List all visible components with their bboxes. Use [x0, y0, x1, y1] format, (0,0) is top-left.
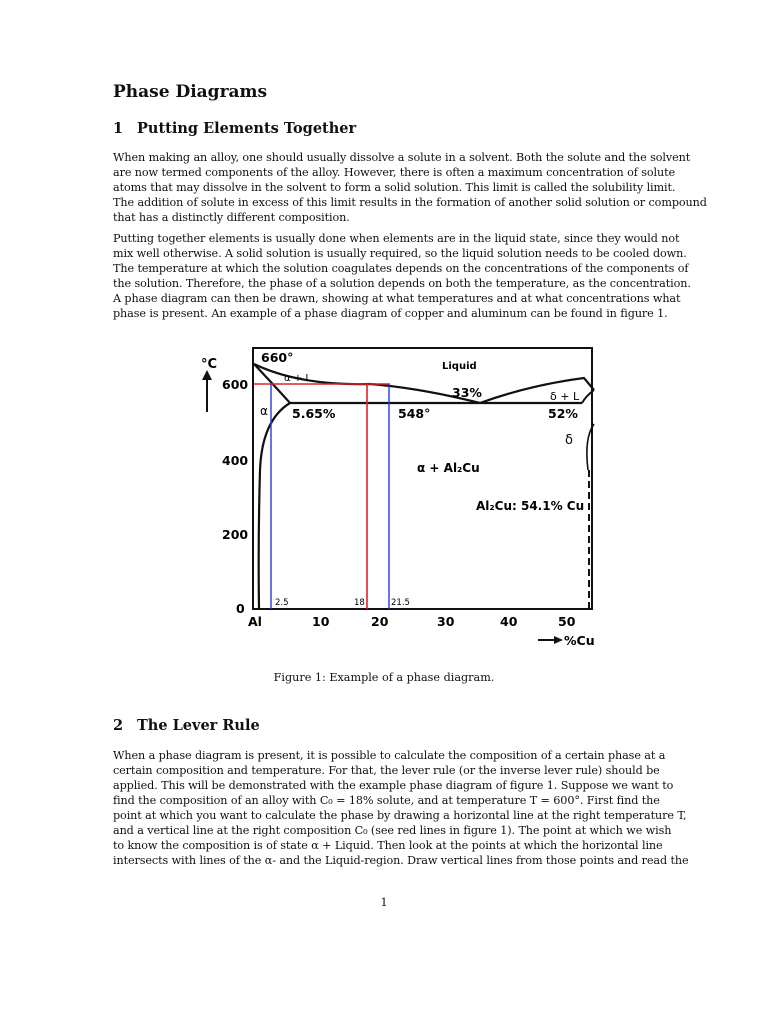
text-line: and a vertical line at the right composition C₀ (see red lines in figure 1). The point at which we wish	[113, 824, 672, 837]
label-21-5: 21.5	[391, 598, 410, 608]
figure-caption: Figure 1: Example of a phase diagram.	[273, 671, 495, 684]
y-tick-label: 200	[222, 527, 249, 542]
x-axis-unit: %Cu	[564, 633, 595, 648]
y-tick-label: 400	[222, 453, 249, 468]
y-tick-label: 600	[222, 377, 249, 392]
section-2-title: The Lever Rule	[137, 717, 260, 734]
x-tick-label: 20	[371, 614, 389, 629]
section-2-paragraph-1	[113, 748, 689, 868]
text-line: applied. This will be demonstrated with the example phase diagram of figure 1. Suppose we want to	[113, 779, 674, 792]
x-tick-label: 30	[437, 614, 455, 629]
text-line: find the composition of an alloy with C₀ = 18% solute, and at temperature T = 600°. First find the	[113, 794, 660, 807]
x-tick-label: 40	[500, 614, 518, 629]
label-2-5: 2.5	[275, 598, 289, 608]
plot-frame	[253, 348, 592, 609]
text-line: atoms that may dissolve in the solvent to form a solid solution. This limit is called the solubility limit.	[113, 181, 676, 194]
label-548: 548°	[398, 406, 431, 421]
label-alpha: α	[260, 404, 268, 418]
text-line: When making an alloy, one should usually dissolve a solute in a solvent. Both the solute and the solvent	[113, 151, 691, 164]
text-line: certain composition and temperature. For that, the lever rule (or the inverse lever rule) should be	[113, 764, 660, 777]
text-line: intersects with lines of the α- and the Liquid-region. Draw vertical lines from those points and read the	[113, 854, 689, 867]
x-axis-arrow-head	[554, 636, 563, 644]
label-52: 52%	[548, 406, 578, 421]
text-line: Putting together elements is usually done when elements are in the liquid state, since they would not	[113, 232, 680, 245]
label-delta-plus-l: δ + L	[550, 390, 580, 403]
text-line: the solution. Therefore, the phase of a solution depends on both the temperature, as the concentration.	[113, 277, 691, 290]
section-1-number: 1	[113, 120, 124, 137]
text-line: A phase diagram can then be drawn, showing at what temperatures and at what concentrations what	[113, 292, 681, 305]
label-alpha-plus-l: α + L	[284, 373, 311, 384]
label-18: 18	[354, 598, 365, 608]
x-tick-label: Al	[248, 614, 262, 629]
solvus-curve	[259, 403, 290, 609]
label-liquid: Liquid	[442, 361, 477, 372]
section-2-number: 2	[113, 717, 124, 734]
x-tick-label: 10	[312, 614, 330, 629]
x-tick-label: 50	[558, 614, 576, 629]
label-alpha-plus-al2cu: α + Al₂Cu	[417, 461, 480, 475]
label-al2cu: Al₂Cu: 54.1% Cu	[476, 499, 585, 513]
section-2-heading	[113, 717, 260, 734]
label-delta: δ	[565, 433, 573, 448]
page-number: 1	[380, 896, 388, 909]
text-line: phase is present. An example of a phase diagram of copper and aluminum can be found in figure 1.	[113, 307, 668, 320]
label-660: 660°	[261, 350, 294, 365]
text-line: point at which you want to calculate the phase by drawing a horizontal line at the right temperature T,	[113, 809, 687, 822]
text-line: that has a distinctly different composition.	[113, 211, 350, 224]
text-line: The temperature at which the solution coagulates depends on the concentrations of the components of	[113, 262, 689, 275]
text-line: to know the composition is of state α + Liquid. Then look at the points at which the horizontal line	[113, 839, 663, 852]
section-1-title: Putting Elements Together	[137, 120, 357, 137]
text-line: mix well otherwise. A solid solution is usually required, so the liquid solution needs to be cooled down.	[113, 247, 687, 260]
y-axis-unit: °C	[201, 357, 218, 372]
text-line: When a phase diagram is present, it is possible to calculate the composition of a certain phase at a	[113, 749, 666, 762]
text-line: The addition of solute in excess of this limit results in the formation of another solid solution or compound	[113, 196, 707, 209]
document-title: Phase Diagrams	[113, 82, 268, 102]
label-33: 33%	[452, 385, 482, 400]
text-line: are now termed components of the alloy. However, there is often a maximum concentration of solute	[113, 166, 676, 179]
label-5-65: 5.65%	[292, 406, 336, 421]
y-tick-label: 0	[236, 601, 245, 616]
